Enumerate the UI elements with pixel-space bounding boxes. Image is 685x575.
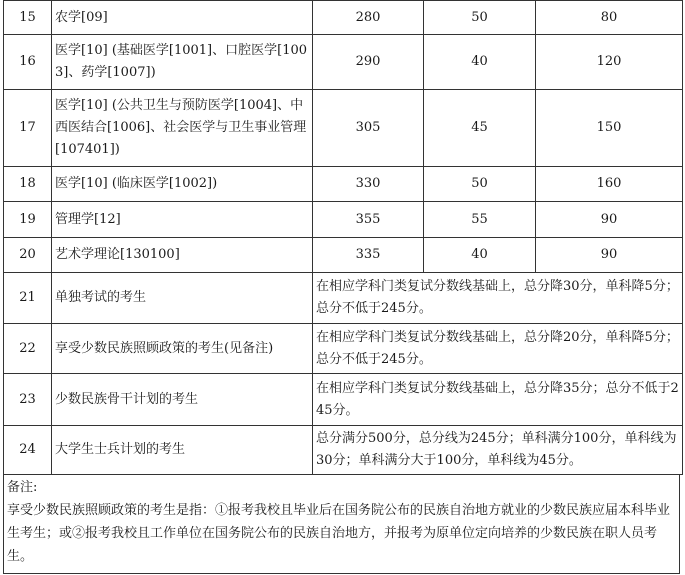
notes-section bbox=[3, 474, 680, 574]
single-subject-score-cell: 40 bbox=[424, 238, 536, 273]
row-number: 17 bbox=[4, 90, 52, 167]
single-subject-score-cell: 90 bbox=[536, 238, 683, 273]
total-score-cell: 335 bbox=[313, 238, 424, 273]
single-subject-score-cell: 160 bbox=[536, 167, 683, 202]
table-row bbox=[4, 374, 683, 426]
row-number: 21 bbox=[4, 273, 52, 324]
single-subject-score-cell: 90 bbox=[536, 202, 683, 238]
category-cell: 大学生士兵计划的考生 bbox=[52, 426, 313, 475]
row-number: 22 bbox=[4, 324, 52, 374]
total-score-cell: 290 bbox=[313, 35, 424, 90]
subject-cell: 医学[10] (基础医学[1001]、口腔医学[1003]、药学[1007]) bbox=[52, 35, 313, 90]
single-subject-score-cell: 50 bbox=[424, 1, 536, 35]
total-score-cell: 305 bbox=[313, 90, 424, 167]
table-row bbox=[4, 202, 683, 238]
rule-cell: 在相应学科门类复试分数线基础上，总分降20分，单科降5分；总分不低于245分。 bbox=[313, 324, 683, 374]
table-row bbox=[4, 90, 683, 167]
single-subject-score-cell: 80 bbox=[536, 1, 683, 35]
table-row bbox=[4, 167, 683, 202]
total-score-cell: 280 bbox=[313, 1, 424, 35]
table-row bbox=[4, 273, 683, 324]
rule-cell: 在相应学科门类复试分数线基础上，总分降30分，单科降5分；总分不低于245分。 bbox=[313, 273, 683, 324]
table-row bbox=[4, 238, 683, 273]
single-subject-score-cell: 40 bbox=[424, 35, 536, 90]
rule-cell: 总分满分500分，总分线为245分；单科满分100分，单科线为30分；单科满分大于100分，单科线为45分。 bbox=[313, 426, 683, 475]
category-cell: 享受少数民族照顾政策的考生(见备注) bbox=[52, 324, 313, 374]
rule-cell: 在相应学科门类复试分数线基础上，总分降35分；总分不低于245分。 bbox=[313, 374, 683, 426]
row-number: 20 bbox=[4, 238, 52, 273]
row-number: 18 bbox=[4, 167, 52, 202]
subject-cell: 医学[10] (临床医学[1002]) bbox=[52, 167, 313, 202]
single-subject-score-cell: 120 bbox=[536, 35, 683, 90]
subject-cell: 医学[10] (公共卫生与预防医学[1004]、中西医结合[1006]、社会医学与卫生事业管理[107401]) bbox=[52, 90, 313, 167]
row-number: 15 bbox=[4, 1, 52, 35]
total-score-cell: 330 bbox=[313, 167, 424, 202]
single-subject-score-cell: 150 bbox=[536, 90, 683, 167]
table-row bbox=[4, 426, 683, 475]
single-subject-score-cell: 50 bbox=[424, 167, 536, 202]
notes-title: 备注: bbox=[7, 480, 38, 495]
subject-cell: 管理学[12] bbox=[52, 202, 313, 238]
table-row bbox=[4, 1, 683, 35]
single-subject-score-cell: 55 bbox=[424, 202, 536, 238]
notes-text: 享受少数民族照顾政策的考生是指：①报考我校且毕业后在国务院公布的民族自治地方就业的少数民族应届本科毕业生考生；或②报考我校且工作单位在国务院公布的民族自治地方，并报考为原单位定向培养的少数民族在职人员考生。 bbox=[7, 503, 671, 564]
total-score-cell: 355 bbox=[313, 202, 424, 238]
category-cell: 单独考试的考生 bbox=[52, 273, 313, 324]
row-number: 16 bbox=[4, 35, 52, 90]
subject-cell: 艺术学理论[130100] bbox=[52, 238, 313, 273]
score-line-table bbox=[3, 0, 683, 475]
category-cell: 少数民族骨干计划的考生 bbox=[52, 374, 313, 426]
row-number: 19 bbox=[4, 202, 52, 238]
table-row bbox=[4, 35, 683, 90]
row-number: 23 bbox=[4, 374, 52, 426]
table-row bbox=[4, 324, 683, 374]
row-number: 24 bbox=[4, 426, 52, 475]
subject-cell: 农学[09] bbox=[52, 1, 313, 35]
single-subject-score-cell: 45 bbox=[424, 90, 536, 167]
